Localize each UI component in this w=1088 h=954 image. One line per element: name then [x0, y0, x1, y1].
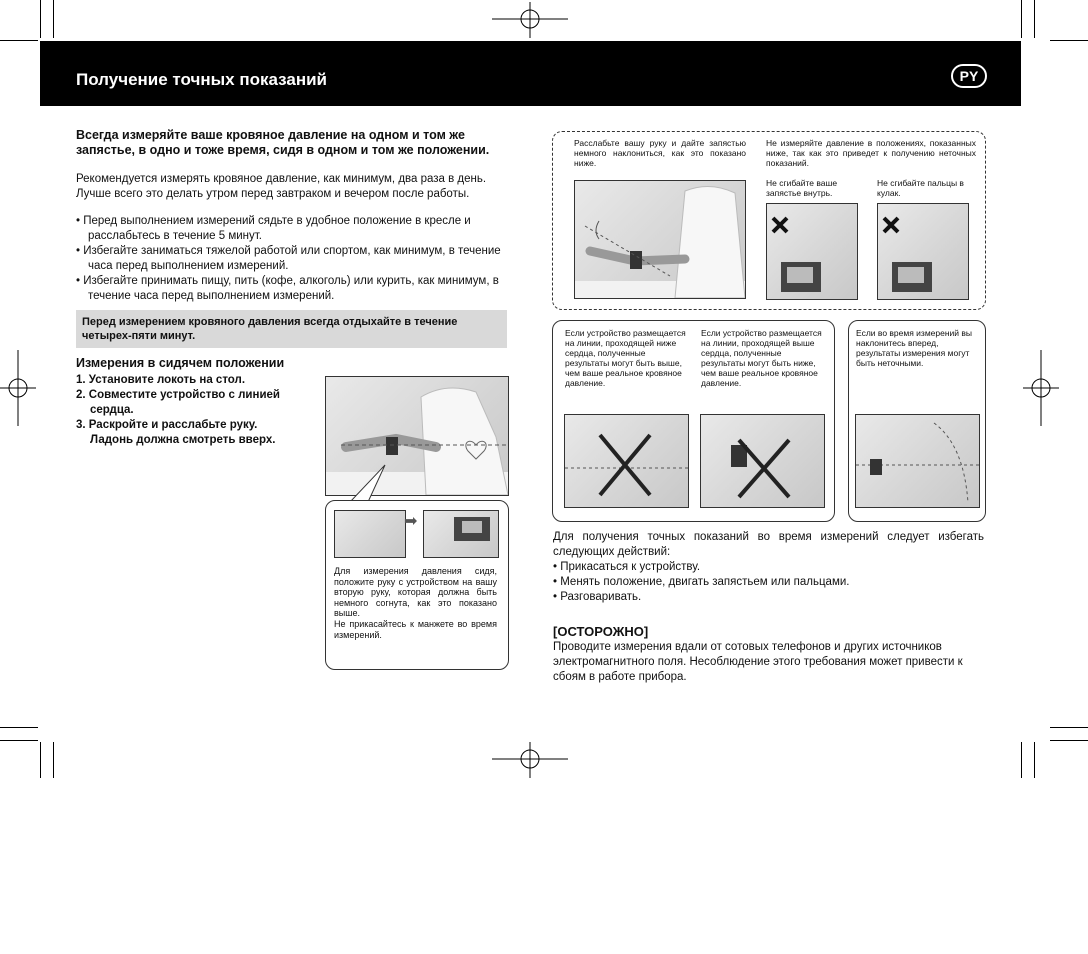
below-heart-text: Если устройство размещается на линии, проходящей ниже сердца, полученные результаты могут быть выше, чем ваше реальное кровяное давление.	[565, 328, 686, 388]
fist-photo	[877, 203, 969, 300]
list-item: • Прикасаться к устройству.	[553, 561, 701, 573]
arrow-right-icon: ➡	[404, 513, 418, 530]
steps-list	[76, 373, 316, 448]
step-item: сердца.	[90, 404, 134, 416]
list-item: • Избегайте заниматься тяжелой работой или спортом, как минимум, в течение часа перед выполнением измерений.	[76, 245, 501, 272]
seated-measurement-photo	[325, 376, 509, 496]
list-item: • Менять положение, двигать запястьем или пальцами.	[553, 576, 850, 588]
hand-photo	[334, 510, 406, 558]
callout-paragraph: Не прикасайтесь к манжете во время измерений.	[334, 618, 497, 640]
step-item: 1. Установите локоть на стол.	[76, 374, 246, 386]
relax-text: Расслабьте вашу руку и дайте запястью немного наклониться, как это показано ниже.	[574, 138, 746, 168]
lean-forward-text: Если во время измерений вы наклонитесь вперед, результаты измерения могут быть неточными.	[856, 328, 973, 368]
step-item: Ладонь должна смотреть вверх.	[90, 434, 276, 446]
caution-text: Проводите измерения вдали от сотовых телефонов и других источников электромагнитного поля. Несоблюдение этого требования может привести к сбоям в работе прибора.	[553, 641, 963, 683]
preparation-list	[76, 214, 506, 304]
no-bend-fingers-label: Не сгибайте пальцы в кулак.	[877, 178, 964, 198]
step-item: 2. Совместите устройство с линией	[76, 389, 280, 401]
above-heart-photo	[700, 414, 825, 508]
page-title: Получение точных показаний	[76, 70, 327, 89]
list-item: • Избегайте принимать пищу, пить (кофе, алкоголь) или курить, как минимум, в течение часа перед выполнением измерений.	[76, 275, 499, 302]
no-bend-wrist-label: Не сгибайте ваше запястье внутрь.	[766, 178, 838, 198]
relaxed-wrist-photo	[574, 180, 746, 299]
above-heart-text: Если устройство размещается на линии, проходящей выше сердца, полученные результаты могут быть ниже, чем ваше реальное кровяное давление.	[701, 328, 822, 388]
warn-positions-text: Не измеряйте давление в положениях, показанных ниже, так как это приведет к получению неточных показаний.	[766, 138, 976, 168]
note-text: Перед измерением кровяного давления всегда отдыхайте в течение четырех-пяти минут.	[82, 316, 458, 342]
device-on-wrist-photo	[423, 510, 499, 558]
seated-heading: Измерения в сидячем положении	[76, 356, 285, 370]
avoid-intro: Для получения точных показаний во время измерений следует избегать следующих действий:	[553, 531, 984, 558]
language-badge: PY	[951, 64, 987, 88]
main-heading: Всегда измеряйте ваше кровяное давление на одном и том же запястье, в одно и тоже время, сидя в одном и том же положении.	[76, 128, 490, 157]
intro-paragraph: Рекомендуется измерять кровяное давление, как минимум, два раза в день. Лучше всего это делать утром перед завтраком и вечером после работы.	[76, 173, 487, 200]
caution-title: [ОСТОРОЖНО]	[553, 624, 649, 639]
callout-text	[334, 566, 497, 640]
list-item: • Разговаривать.	[553, 591, 642, 603]
below-heart-photo	[564, 414, 689, 508]
step-item: 3. Раскройте и расслабьте руку.	[76, 419, 258, 431]
bent-wrist-photo	[766, 203, 858, 300]
list-item: • Перед выполнением измерений сядьте в удобное положение в кресле и расслабьтесь в течение 5 минут.	[76, 215, 471, 242]
lean-forward-photo	[855, 414, 980, 508]
callout-paragraph: Для измерения давления сидя, положите руку с устройством на вашу вторую руку, которая должна быть немного согнута, как это показано выше.	[334, 566, 497, 619]
avoid-list	[553, 560, 984, 605]
